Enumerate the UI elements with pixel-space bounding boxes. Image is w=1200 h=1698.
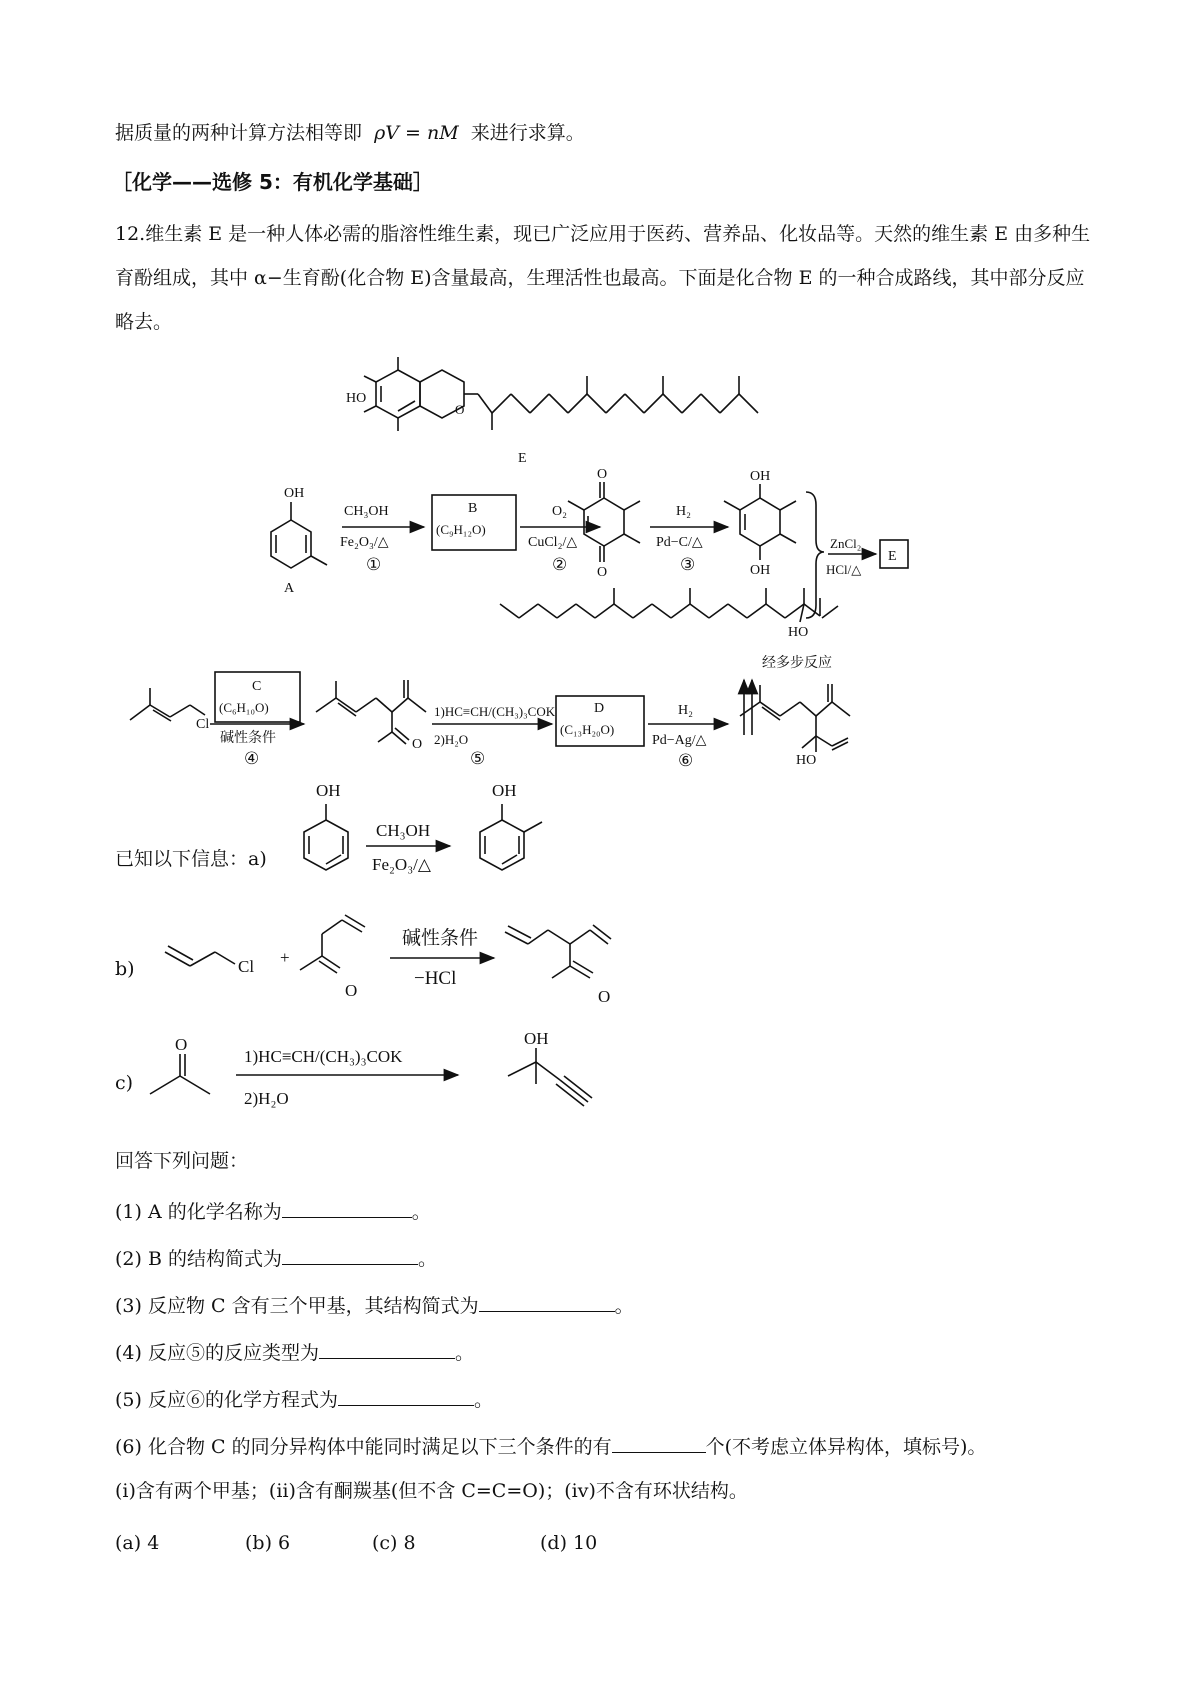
e-ho-label: HO — [346, 391, 367, 406]
step4-reagent: 碱性条件 — [220, 731, 276, 746]
compound-e-label: E — [518, 451, 527, 466]
info-c-product-oh: OH — [524, 1029, 549, 1048]
info-a-cresol — [480, 804, 542, 870]
box-b-formula: (C₉H₁₂O) — [436, 522, 486, 537]
step1-reagent-top: CH₃OH — [344, 504, 389, 519]
sub-question-4 — [115, 1340, 474, 1363]
info-c-acetone-o: O — [175, 1035, 188, 1054]
isophytol-ho-label: HO — [788, 625, 809, 640]
box-c-label: C — [252, 679, 262, 694]
zncl-reagent-top: ZnCl₂ — [830, 536, 862, 551]
p4-o-label: O — [412, 737, 423, 752]
info-c-acetone — [150, 1054, 210, 1094]
sub-question-5 — [115, 1387, 493, 1410]
sub-question-6-tail: 个(不考虑立体异构体，填标号)。 — [705, 1436, 987, 1458]
step3-reagent-bottom: Pd−C/△ — [656, 535, 703, 550]
info-b-reagent-top: 碱性条件 — [402, 928, 479, 949]
quinone-top-o: O — [597, 467, 608, 482]
known-info-c-label: c) — [115, 1072, 134, 1094]
info-b-product-o: O — [598, 987, 611, 1006]
quinone-bottom-o: O — [597, 565, 608, 580]
hq-bottom-oh: OH — [750, 563, 771, 578]
sub-question-6-text: (6) 化合物 C 的同分异构体中能同时满足以下三个条件的有 — [115, 1436, 612, 1458]
sub-question-3 — [115, 1293, 634, 1316]
conditions: (ⅰ)含有两个甲基；(ⅱ)含有酮羰基(但不含 C=C=O)；(ⅳ)不含有环状结构。 — [115, 1480, 748, 1502]
answer-blank-6[interactable] — [612, 1434, 706, 1453]
answer-intro: 回答下列问题： — [115, 1150, 249, 1172]
zncl-reagent-bottom: HCl/△ — [826, 562, 862, 577]
box-c-formula: (C₆H₁₀O) — [219, 700, 269, 715]
sub-question-3-text: (3) 反应物 C 含有三个甲基，其结构简式为 — [115, 1295, 479, 1317]
intro-tail: 来进行求算。 — [470, 122, 585, 144]
compound-e-structure — [364, 357, 758, 431]
sub-question-1-text: (1) A 的化学名称为 — [115, 1201, 282, 1223]
box-b-label: B — [468, 501, 478, 516]
step2-number: ② — [552, 555, 568, 574]
cl-label: Cl — [196, 717, 210, 732]
answer-blank-3[interactable] — [479, 1293, 615, 1312]
step6-number: ⑥ — [678, 751, 694, 770]
sub-question-1 — [115, 1199, 431, 1222]
box-d-label: D — [594, 701, 605, 716]
end-mark-3: 。 — [614, 1295, 634, 1317]
question-text: 12.维生素 E 是一种人体必需的脂溶性维生素，现已广泛应用于医药、营养品、化妆品等。天然的维生素 E 由多种生育酚组成，其中 α−生育酚(化合物 E)含量最高，生理活性也最高。下面是化合物 E 的一种合成路线，其中部分反应略去。 — [115, 223, 1091, 333]
compound-a-label: A — [284, 581, 295, 596]
end-mark-1: 。 — [411, 1201, 431, 1223]
intro-text: 据质量的两种计算方法相等即 — [115, 122, 363, 144]
sub-question-2 — [115, 1246, 437, 1269]
step2-reagent-bottom: CuCl₂/△ — [528, 535, 578, 550]
prenyl-chloride-structure — [130, 688, 205, 721]
sub-question-5-text: (5) 反应⑥的化学方程式为 — [115, 1389, 338, 1411]
step6-reagent-top: H₂ — [678, 703, 693, 718]
end-mark-2: 。 — [417, 1248, 437, 1270]
info-c-product — [508, 1048, 592, 1106]
compound-a-structure — [271, 502, 327, 568]
step1-number: ① — [366, 555, 382, 574]
info-b-product — [505, 925, 611, 978]
known-info-b-label: b) — [115, 958, 135, 980]
info-b-allyl-chloride — [165, 946, 235, 966]
step2-reagent-top: O₂ — [552, 504, 567, 519]
p6-ho-label: HO — [796, 753, 817, 768]
answer-blank-4[interactable] — [319, 1340, 455, 1359]
isophytol-structure — [500, 588, 838, 622]
step5-number: ⑤ — [470, 749, 486, 768]
step3-reagent-top: H₂ — [676, 504, 691, 519]
info-c-reagent-bottom: 2)H₂O — [244, 1089, 289, 1108]
hydroquinone-structure — [724, 484, 796, 560]
e-ring-o-label: O — [455, 402, 465, 417]
option-d: (d) 10 — [540, 1532, 598, 1554]
step4-number: ④ — [244, 749, 260, 768]
answer-blank-1[interactable] — [282, 1199, 412, 1218]
step5-reagent-top: 1)HC≡CH/(CH₃)₃COK — [434, 704, 556, 719]
info-c-reagent-top: 1)HC≡CH/(CH₃)₃COK — [244, 1047, 403, 1066]
a-oh-label: OH — [284, 486, 305, 501]
answer-blank-5[interactable] — [338, 1387, 474, 1406]
info-b-reagent-bottom: −HCl — [414, 968, 457, 989]
info-a-phenol-oh: OH — [316, 781, 341, 800]
multi-step-label: 经多步反应 — [762, 656, 832, 671]
sub-question-4-text: (4) 反应⑤的反应类型为 — [115, 1342, 319, 1364]
info-a-phenol — [304, 804, 348, 870]
info-b-enone — [300, 915, 365, 973]
hq-top-oh: OH — [750, 469, 771, 484]
step5-reagent-bottom: 2)H₂O — [434, 732, 469, 747]
info-b-plus: + — [280, 948, 290, 967]
step6-reagent-bottom: Pd−Ag/△ — [652, 733, 707, 748]
section-heading: ［化学——选修 5：有机化学基础］ — [112, 170, 433, 194]
product-6-structure — [740, 684, 850, 752]
quinone-structure — [568, 482, 640, 562]
box-d-formula: (C₁₃H₂₀O) — [560, 722, 615, 737]
step1-reagent-bottom: Fe₂O₃/△ — [340, 535, 389, 550]
formula: ρV = nM — [374, 122, 459, 144]
answer-blank-2[interactable] — [282, 1246, 418, 1265]
sub-question-2-text: (2) B 的结构简式为 — [115, 1248, 282, 1270]
option-b: (b) 6 — [245, 1532, 291, 1554]
info-a-reagent-top: CH₃OH — [376, 821, 431, 840]
product-4-structure — [316, 680, 426, 744]
end-mark-5: 。 — [473, 1389, 493, 1411]
info-a-cresol-oh: OH — [492, 781, 517, 800]
sub-question-6 — [115, 1434, 986, 1457]
option-c: (c) 8 — [372, 1532, 416, 1554]
end-mark-4: 。 — [454, 1342, 474, 1364]
option-a: (a) 4 — [115, 1532, 160, 1554]
step3-number: ③ — [680, 555, 696, 574]
known-info-intro: 已知以下信息：a) — [115, 848, 267, 870]
info-b-cl: Cl — [238, 957, 255, 976]
info-a-reagent-bottom: Fe₂O₃/△ — [372, 855, 431, 874]
box-e-label: E — [888, 549, 897, 564]
info-b-enone-o: O — [345, 981, 358, 1000]
